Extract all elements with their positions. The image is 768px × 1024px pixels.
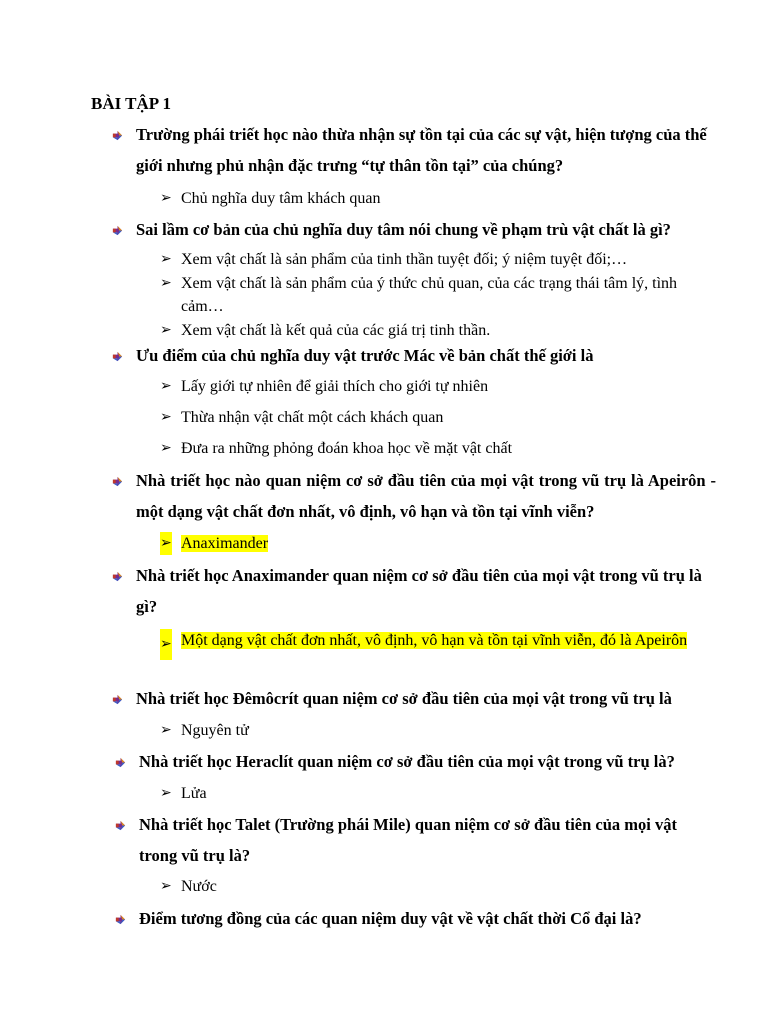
bullet-arrow-icon (112, 476, 123, 487)
answer-item (160, 625, 715, 656)
answer-item (160, 719, 249, 742)
question-text: Nhà triết học Anaximander quan niệm cơ sở đầu tiên của mọi vật trong vũ trụ là gì? (136, 566, 702, 616)
answer-text: Lấy giới tự nhiên để giải thích cho giới tự nhiên (181, 378, 489, 395)
bullet-arrow-icon (112, 225, 123, 236)
bullet-arrow-icon (115, 820, 126, 831)
question-text: Nhà triết học Talet (Trường phái Mile) quan niệm cơ sở đầu tiên của mọi vật trong vũ trụ là? (139, 815, 677, 865)
bullet-arrow-icon (112, 130, 123, 141)
question-text: Sai lầm cơ bản của chủ nghĩa duy tâm nói chung về phạm trù vật chất là gì? (136, 220, 671, 239)
arrowhead-icon: ➢ (160, 722, 172, 738)
question-text: Ưu điểm của chủ nghĩa duy vật trước Mác về bản chất thế giới là (136, 346, 594, 365)
question-text: Nhà triết học nào quan niệm cơ sở đầu tiên của mọi vật trong vũ trụ là Apeirôn - một dạng vật chất đơn nhất, vô định, vô hạn và tồn tại vĩnh viễn? (136, 471, 716, 521)
question-5 (112, 560, 722, 622)
answer-text: Nước (181, 878, 217, 895)
arrowhead-icon: ➢ (160, 322, 172, 338)
arrowhead-icon: ➢ (160, 532, 172, 555)
answer-text: Xem vật chất là sản phẩm của tinh thần tuyệt đối; ý niệm tuyệt đối;… (181, 251, 628, 268)
arrowhead-icon: ➢ (160, 409, 172, 425)
question-1 (112, 119, 722, 181)
bullet-arrow-icon (112, 694, 123, 705)
answer-text: Xem vật chất là kết quả của các giá trị tinh thần. (181, 322, 491, 339)
question-9 (115, 903, 725, 934)
answer-item (160, 187, 381, 210)
question-7 (115, 746, 725, 777)
bullet-arrow-icon (112, 351, 123, 362)
answer-text: Đưa ra những phỏng đoán khoa học về mặt vật chất (181, 440, 513, 457)
question-2 (112, 214, 722, 245)
answer-item (160, 406, 443, 429)
question-8 (115, 809, 725, 871)
answer-text: Chủ nghĩa duy tâm khách quan (181, 190, 381, 207)
answer-text: Nguyên tử (181, 722, 249, 739)
arrowhead-icon: ➢ (160, 275, 172, 291)
bullet-arrow-icon (115, 914, 126, 925)
arrowhead-icon: ➢ (160, 878, 172, 894)
answer-text-highlighted: Một dạng vật chất đơn nhất, vô định, vô hạn và tồn tại vĩnh viễn, đó là Apeirôn (181, 632, 688, 649)
question-3 (112, 340, 722, 371)
answer-text: Lửa (181, 785, 207, 802)
arrowhead-icon: ➢ (160, 378, 172, 394)
arrowhead-icon: ➢ (160, 785, 172, 801)
answer-text-highlighted: Anaximander (181, 535, 269, 552)
answer-item (160, 272, 701, 318)
arrowhead-icon: ➢ (160, 190, 172, 206)
arrowhead-icon: ➢ (160, 440, 172, 456)
question-6 (112, 683, 722, 714)
question-text: Nhà triết học Đêmôcrít quan niệm cơ sở đầu tiên của mọi vật trong vũ trụ là (136, 689, 672, 708)
bullet-arrow-icon (112, 571, 123, 582)
answer-item (160, 319, 490, 342)
bullet-arrow-icon (115, 757, 126, 768)
arrowhead-icon: ➢ (160, 629, 172, 660)
answer-item (160, 437, 512, 460)
answer-text: Xem vật chất là sản phẩm của ý thức chủ quan, của các trạng thái tâm lý, tình cảm… (181, 275, 678, 315)
answer-item (160, 375, 488, 398)
answer-item (160, 532, 268, 555)
answer-item (160, 248, 627, 271)
arrowhead-icon: ➢ (160, 251, 172, 267)
question-text: Nhà triết học Heraclít quan niệm cơ sở đầu tiên của mọi vật trong vũ trụ là? (139, 752, 675, 771)
question-4 (112, 465, 722, 527)
page-title: BÀI TẬP 1 (91, 94, 171, 113)
question-text: Điểm tương đồng của các quan niệm duy vật về vật chất thời Cổ đại là? (139, 909, 642, 928)
answer-item (160, 782, 207, 805)
question-text: Trường phái triết học nào thừa nhận sự tồn tại của các sự vật, hiện tượng của thế giới nhưng phủ nhận đặc trưng “tự thân tồn tại” của chúng? (136, 125, 707, 175)
answer-item (160, 875, 217, 898)
answer-text: Thừa nhận vật chất một cách khách quan (181, 409, 444, 426)
